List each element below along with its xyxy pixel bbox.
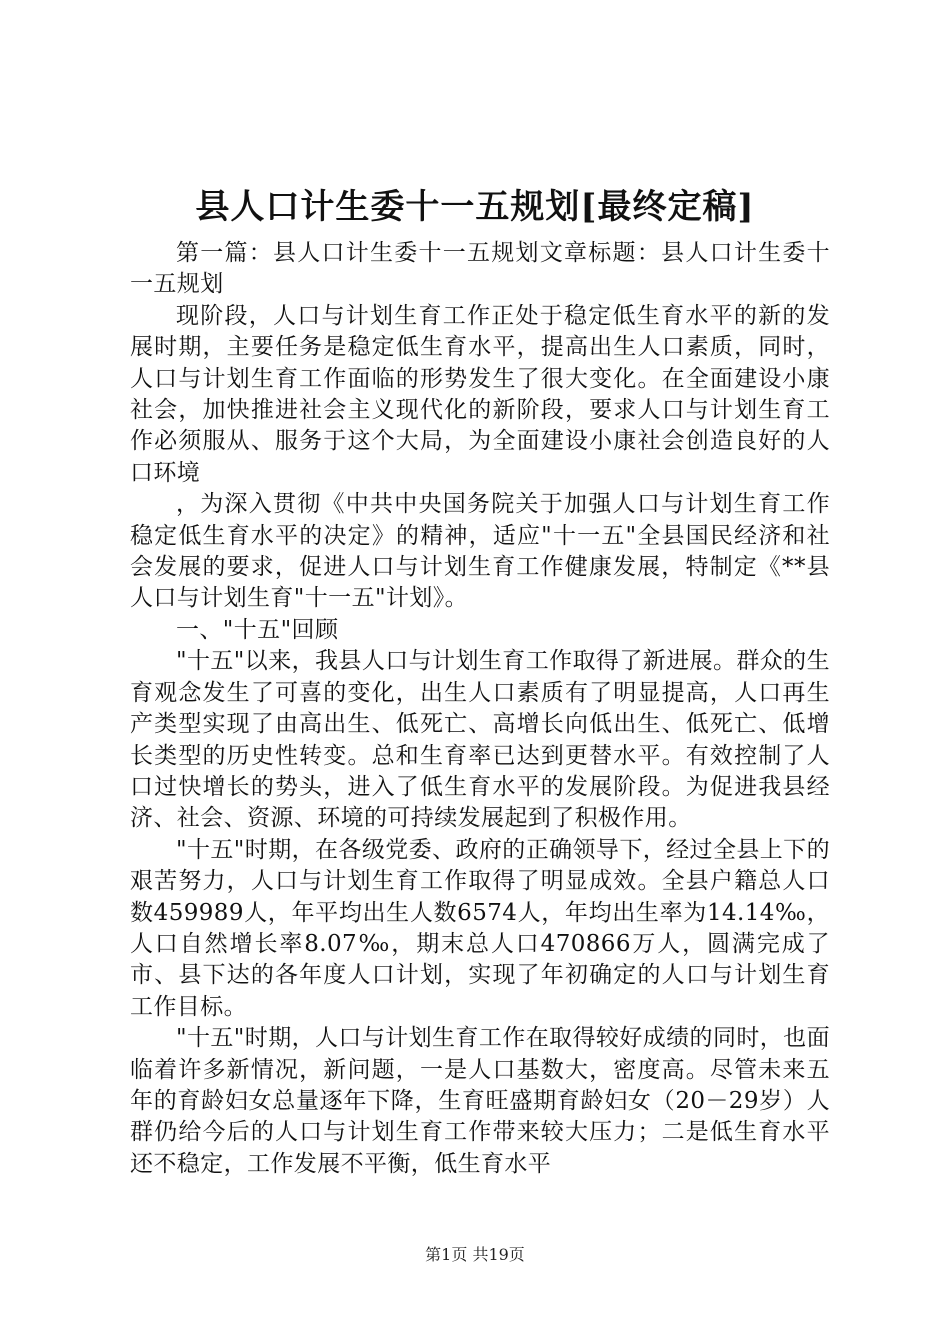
paragraph-current-stage: 现阶段，人口与计划生育工作正处于稳定低生育水平的新的发展时期，主要任务是稳定低生育水平，提高出生人口素质，同时，人口与计划生育工作面临的形势发生了很大变化。在全面建设小康社会，加快推进社会主义现代化的新阶段，要求人口与计划生育工作必须服从、服务于这个大局，为全面建设小康社会创造良好的人口环境: [130, 302, 830, 486]
document-title: 县人口计生委十一五规划[最终定稿]: [195, 187, 755, 227]
paragraph-progress: "十五"以来，我县人口与计划生育工作取得了新进展。群众的生育观念发生了可喜的变化，出生人口素质有了明显提高，人口再生产类型实现了由高出生、低死亡、高增长向低出生、低死亡、低增长类型的历史性转变。总和生育率已达到更替水平。有效控制了人口过快增长的势头，进入了低生育水平的发展阶段。为促进我县经济、社会、资源、环境的可持续发展起到了积极作用。: [130, 648, 830, 832]
section-heading-review: 一、"十五"回顾: [176, 616, 339, 643]
paragraph-challenges: "十五"时期，人口与计划生育工作在取得较好成绩的同时，也面临着许多新情况，新问题，一是人口基数大，密度高。尽管未来五年的育龄妇女总量逐年下降，生育旺盛期育龄妇女（20－29岁）人群仍给今后的人口与计划生育工作带来较大压力；二是低生育水平还不稳定，工作发展不平衡，低生育水平: [130, 1025, 830, 1177]
paragraph-achievements: "十五"时期，在各级党委、政府的正确领导下，经过全县上下的艰苦努力，人口与计划生育工作取得了明显成效。全县户籍总人口数459989人，年平均出生人数6574人，年均出生率为14.14‰，人口自然增长率8.07‰，期末总人口470866万人，圆满完成了市、县下达的各年度人口计划，实现了年初确定的人口与计划生育工作目标。: [130, 836, 830, 1020]
paragraph-intro: 第一篇：县人口计生委十一五规划文章标题：县人口计生委十一五规划: [130, 240, 830, 298]
paragraph-purpose: ，为深入贯彻《中共中央国务院关于加强人口与计划生育工作稳定低生育水平的决定》的精神，适应"十一五"全县国民经济和社会发展的要求，促进人口与计划生育工作健康发展，特制定《**县人口与计划生育"十一五"计划》。: [130, 491, 830, 612]
document-body: [130, 238, 830, 1180]
page-number-footer: 第1页 共19页: [425, 1245, 525, 1264]
